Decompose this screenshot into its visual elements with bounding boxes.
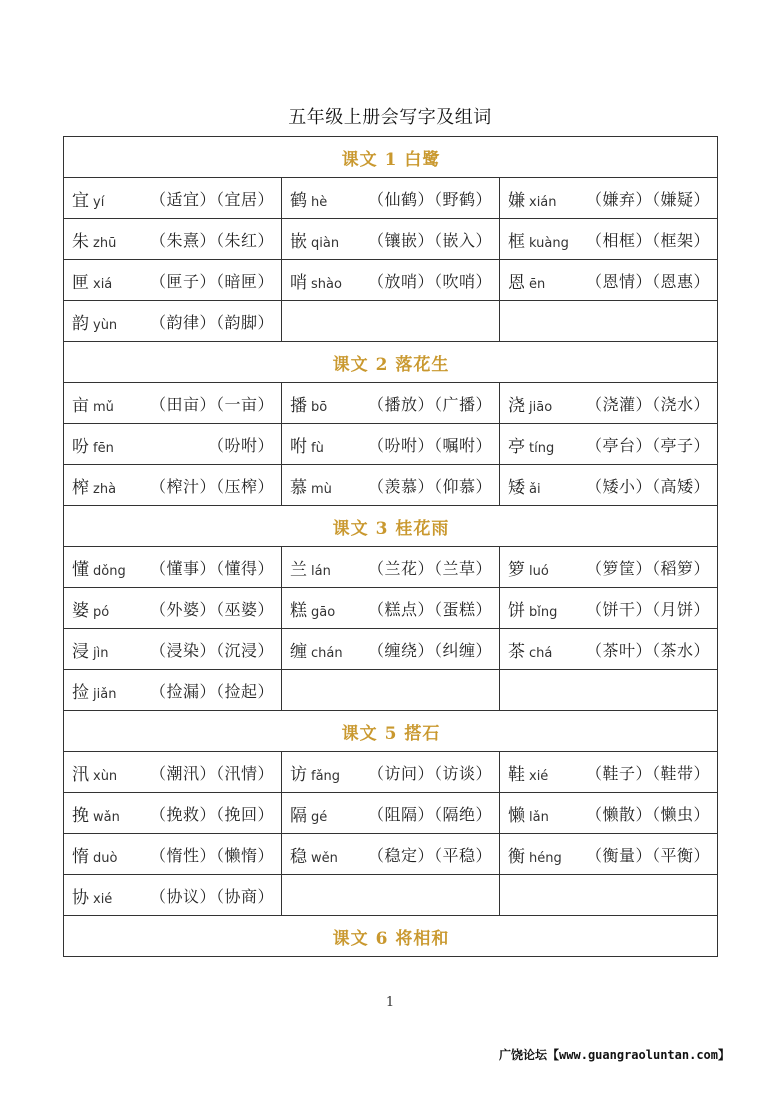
pinyin: lǎn <box>529 809 549 825</box>
pinyin: jìn <box>93 645 109 661</box>
character-with-pinyin <box>508 268 545 293</box>
character-with-pinyin <box>290 473 332 498</box>
word-combinations: （恩情）（恩惠） <box>586 271 711 291</box>
word-combinations: （榨汁）（压榨） <box>149 476 274 496</box>
pinyin: mǔ <box>93 399 114 415</box>
character-cell <box>282 465 500 506</box>
character-cell <box>500 793 718 834</box>
table-row <box>64 834 718 875</box>
hanzi-character: 浇 <box>508 395 525 416</box>
character-with-pinyin <box>290 268 342 293</box>
character-cell <box>64 301 282 342</box>
character-cell <box>64 465 282 506</box>
character-cell <box>500 588 718 629</box>
word-combinations: （相框）（框架） <box>586 230 711 250</box>
word-combinations: （放哨）（吹哨） <box>367 271 492 291</box>
word-combinations: （朱熹）（朱红） <box>149 230 274 250</box>
word-combinations: （田亩）（一亩） <box>149 394 274 414</box>
pinyin: yùn <box>93 317 118 333</box>
table-row <box>64 465 718 506</box>
pinyin: fǎng <box>311 768 341 784</box>
word-combinations: （仙鹤）（野鹤） <box>367 189 492 209</box>
character-with-pinyin <box>290 391 327 416</box>
character-with-pinyin <box>72 596 109 621</box>
word-combinations: （羡慕）（仰慕） <box>367 476 492 496</box>
character-with-pinyin <box>72 760 117 785</box>
hanzi-character: 哨 <box>290 272 307 293</box>
word-combinations: （韵律）（韵脚） <box>149 312 274 332</box>
hanzi-character: 稳 <box>290 846 307 867</box>
character-with-pinyin <box>508 596 557 621</box>
hanzi-character: 箩 <box>508 559 525 580</box>
word-combinations: （矮小）（高矮） <box>586 476 711 496</box>
hanzi-character: 宜 <box>72 190 89 211</box>
pinyin: xié <box>93 891 113 907</box>
character-cell <box>500 547 718 588</box>
table-row <box>64 793 718 834</box>
hanzi-character: 嵌 <box>290 231 307 252</box>
character-cell <box>282 547 500 588</box>
hanzi-character: 茶 <box>508 641 525 662</box>
word-combinations: （挽救）（挽回） <box>149 804 274 824</box>
character-cell <box>282 219 500 260</box>
word-combinations: （饼干）（月饼） <box>586 599 711 619</box>
character-with-pinyin <box>290 186 327 211</box>
word-combinations: （访问）（访谈） <box>367 763 492 783</box>
character-cell <box>64 752 282 793</box>
character-cell <box>282 424 500 465</box>
table-row <box>64 424 718 465</box>
pinyin: shào <box>311 276 342 292</box>
hanzi-character: 框 <box>508 231 525 252</box>
character-with-pinyin <box>72 637 108 662</box>
character-with-pinyin <box>508 391 552 416</box>
hanzi-character: 韵 <box>72 313 89 334</box>
character-with-pinyin <box>508 842 562 867</box>
hanzi-character: 兰 <box>290 559 307 580</box>
hanzi-character: 饼 <box>508 600 525 621</box>
pinyin: dǒng <box>93 563 126 579</box>
hanzi-character: 糕 <box>290 600 307 621</box>
character-cell <box>500 629 718 670</box>
hanzi-character: 榨 <box>72 477 89 498</box>
hanzi-character: 慕 <box>290 477 307 498</box>
lesson-heading: 课文 1 白鹭 <box>64 137 718 178</box>
hanzi-character: 挽 <box>72 805 89 826</box>
hanzi-character: 咐 <box>290 436 307 457</box>
character-cell <box>282 875 500 916</box>
character-cell <box>64 260 282 301</box>
page-number: 1 <box>385 995 395 1010</box>
character-with-pinyin <box>508 432 554 457</box>
table-row <box>64 752 718 793</box>
word-combinations: （外婆）（巫婆） <box>149 599 274 619</box>
hanzi-character: 匣 <box>72 272 89 293</box>
character-cell <box>282 178 500 219</box>
table-row <box>64 383 718 424</box>
character-with-pinyin <box>72 801 120 826</box>
character-cell <box>282 301 500 342</box>
pinyin: hè <box>311 194 328 210</box>
hanzi-character: 缠 <box>290 641 307 662</box>
word-combinations: （捡漏）（捡起） <box>149 681 274 701</box>
character-cell <box>282 629 500 670</box>
hanzi-character: 汛 <box>72 764 89 785</box>
lesson-heading: 课文 3 桂花雨 <box>64 506 718 547</box>
page-title: 五年级上册会写字及组词 <box>288 107 492 128</box>
table-row <box>64 178 718 219</box>
hanzi-character: 鹤 <box>290 190 307 211</box>
lesson-heading-row <box>64 506 718 547</box>
lesson-heading: 课文 2 落花生 <box>64 342 718 383</box>
character-cell <box>64 629 282 670</box>
word-combinations: （播放）（广播） <box>367 394 492 414</box>
word-combinations: （懒散）（懒虫） <box>586 804 711 824</box>
pinyin: xùn <box>93 768 118 784</box>
character-with-pinyin <box>290 637 343 662</box>
pinyin: xián <box>529 194 557 210</box>
word-combinations: （箩筐）（稻箩） <box>586 558 711 578</box>
character-cell <box>64 178 282 219</box>
pinyin: zhū <box>93 235 117 251</box>
pinyin: ēn <box>529 276 546 292</box>
character-cell <box>500 834 718 875</box>
character-with-pinyin <box>72 842 117 867</box>
character-with-pinyin <box>508 473 541 498</box>
pinyin: chá <box>529 645 553 661</box>
pinyin: héng <box>529 850 562 866</box>
character-with-pinyin <box>508 637 552 662</box>
hanzi-character: 播 <box>290 395 307 416</box>
table-row <box>64 588 718 629</box>
character-with-pinyin <box>72 473 116 498</box>
character-cell <box>500 301 718 342</box>
table-row <box>64 219 718 260</box>
table-row <box>64 629 718 670</box>
table-row <box>64 260 718 301</box>
word-combinations: （镶嵌）（嵌入） <box>367 230 492 250</box>
word-combinations: （惰性）（懒惰） <box>149 845 274 865</box>
character-cell <box>64 793 282 834</box>
character-cell <box>282 752 500 793</box>
character-with-pinyin <box>72 227 116 252</box>
pinyin: bǐng <box>529 604 558 620</box>
pinyin: fù <box>311 440 324 456</box>
pinyin: chán <box>311 645 343 661</box>
word-combinations: （糕点）（蛋糕） <box>367 599 492 619</box>
word-combinations: （适宜）（宜居） <box>149 189 274 209</box>
character-with-pinyin <box>290 801 327 826</box>
character-cell <box>64 383 282 424</box>
word-combinations: （浇灌）（浇水） <box>586 394 711 414</box>
lesson-heading: 课文 5 搭石 <box>64 711 718 752</box>
character-cell <box>282 834 500 875</box>
word-combinations: （衡量）（平衡） <box>586 845 711 865</box>
pinyin: gé <box>311 809 328 825</box>
lesson-heading-row <box>64 711 718 752</box>
word-combinations: （茶叶）（茶水） <box>586 640 711 660</box>
character-cell <box>282 260 500 301</box>
character-with-pinyin <box>290 555 331 580</box>
lesson-heading-row <box>64 916 718 957</box>
character-with-pinyin <box>290 760 340 785</box>
hanzi-character: 懒 <box>508 805 525 826</box>
footer-site-credit: 广饶论坛【www.guangraoluntan.com】 <box>499 1048 730 1062</box>
character-cell <box>282 793 500 834</box>
pinyin: xié <box>529 768 549 784</box>
hanzi-character: 隔 <box>290 805 307 826</box>
character-cell <box>500 260 718 301</box>
character-cell <box>500 752 718 793</box>
hanzi-character: 亭 <box>508 436 525 457</box>
table-row <box>64 547 718 588</box>
pinyin: fēn <box>93 440 114 456</box>
character-cell <box>500 219 718 260</box>
word-combinations: （浸染）（沉浸） <box>149 640 274 660</box>
table-row <box>64 875 718 916</box>
character-cell <box>500 424 718 465</box>
lesson-heading-row <box>64 342 718 383</box>
character-with-pinyin <box>290 842 338 867</box>
character-cell <box>64 547 282 588</box>
character-cell <box>282 588 500 629</box>
pinyin: luó <box>529 563 549 579</box>
pinyin: zhà <box>93 481 117 497</box>
character-with-pinyin <box>290 596 335 621</box>
character-with-pinyin <box>72 883 112 908</box>
table-row <box>64 301 718 342</box>
word-combinations: （兰花）（兰草） <box>367 558 492 578</box>
word-combinations: （协议）（协商） <box>149 886 274 906</box>
hanzi-character: 访 <box>290 764 307 785</box>
character-with-pinyin <box>290 227 339 252</box>
character-with-pinyin <box>508 801 549 826</box>
word-combinations: （匣子）（暗匣） <box>149 271 274 291</box>
character-with-pinyin <box>72 186 104 211</box>
pinyin: pó <box>93 604 110 620</box>
word-combinations: （潮汛）（汛情） <box>149 763 274 783</box>
hanzi-character: 浸 <box>72 641 89 662</box>
character-cell <box>64 875 282 916</box>
character-cell <box>64 424 282 465</box>
hanzi-character: 嫌 <box>508 190 525 211</box>
character-with-pinyin <box>72 432 114 457</box>
pinyin: jiāo <box>529 399 553 415</box>
hanzi-character: 吩 <box>72 436 89 457</box>
character-cell <box>500 670 718 711</box>
pinyin: yí <box>93 194 105 210</box>
character-with-pinyin <box>508 186 557 211</box>
character-cell <box>64 219 282 260</box>
word-combinations: （鞋子）（鞋带） <box>586 763 711 783</box>
character-with-pinyin <box>290 432 324 457</box>
lesson-heading-row <box>64 137 718 178</box>
hanzi-character: 矮 <box>508 477 525 498</box>
character-cell <box>500 383 718 424</box>
hanzi-character: 衡 <box>508 846 525 867</box>
hanzi-character: 朱 <box>72 231 89 252</box>
table-row <box>64 670 718 711</box>
pinyin: tíng <box>529 440 555 456</box>
character-with-pinyin <box>72 268 112 293</box>
word-combinations: （亭台）（亭子） <box>586 435 711 455</box>
character-with-pinyin <box>72 309 117 334</box>
character-cell <box>64 834 282 875</box>
word-combinations: （吩咐） <box>207 435 274 455</box>
hanzi-character: 懂 <box>72 559 89 580</box>
lesson-heading: 课文 6 将相和 <box>64 916 718 957</box>
pinyin: ǎi <box>529 481 541 497</box>
word-combinations: （懂事）（懂得） <box>149 558 274 578</box>
pinyin: kuàng <box>529 235 569 251</box>
word-combinations: （稳定）（平稳） <box>367 845 492 865</box>
word-combinations: （吩咐）（嘱咐） <box>367 435 492 455</box>
character-with-pinyin <box>508 227 569 252</box>
hanzi-character: 恩 <box>508 272 525 293</box>
character-cell <box>64 670 282 711</box>
word-combinations: （阻隔）（隔绝） <box>367 804 492 824</box>
character-with-pinyin <box>508 760 548 785</box>
hanzi-character: 捡 <box>72 682 89 703</box>
character-with-pinyin <box>72 555 126 580</box>
hanzi-character: 惰 <box>72 846 89 867</box>
character-cell <box>282 670 500 711</box>
hanzi-character: 亩 <box>72 395 89 416</box>
character-cell <box>64 588 282 629</box>
hanzi-character: 协 <box>72 887 89 908</box>
word-combinations: （缠绕）（纠缠） <box>367 640 492 660</box>
pinyin: duò <box>93 850 118 866</box>
character-cell <box>500 465 718 506</box>
hanzi-character: 婆 <box>72 600 89 621</box>
pinyin: wǎn <box>93 809 120 825</box>
character-cell <box>500 875 718 916</box>
hanzi-character: 鞋 <box>508 764 525 785</box>
pinyin: mù <box>311 481 332 497</box>
pinyin: gāo <box>311 604 336 620</box>
pinyin: lán <box>311 563 331 579</box>
character-with-pinyin <box>72 391 114 416</box>
vocabulary-table <box>63 136 718 957</box>
pinyin: xiá <box>93 276 113 292</box>
pinyin: wěn <box>311 850 338 866</box>
character-cell <box>500 178 718 219</box>
character-cell <box>282 383 500 424</box>
pinyin: jiǎn <box>93 686 117 702</box>
pinyin: qiàn <box>311 235 340 251</box>
pinyin: bō <box>311 399 328 415</box>
word-combinations: （嫌弃）（嫌疑） <box>586 189 711 209</box>
character-with-pinyin <box>72 678 116 703</box>
character-with-pinyin <box>508 555 549 580</box>
